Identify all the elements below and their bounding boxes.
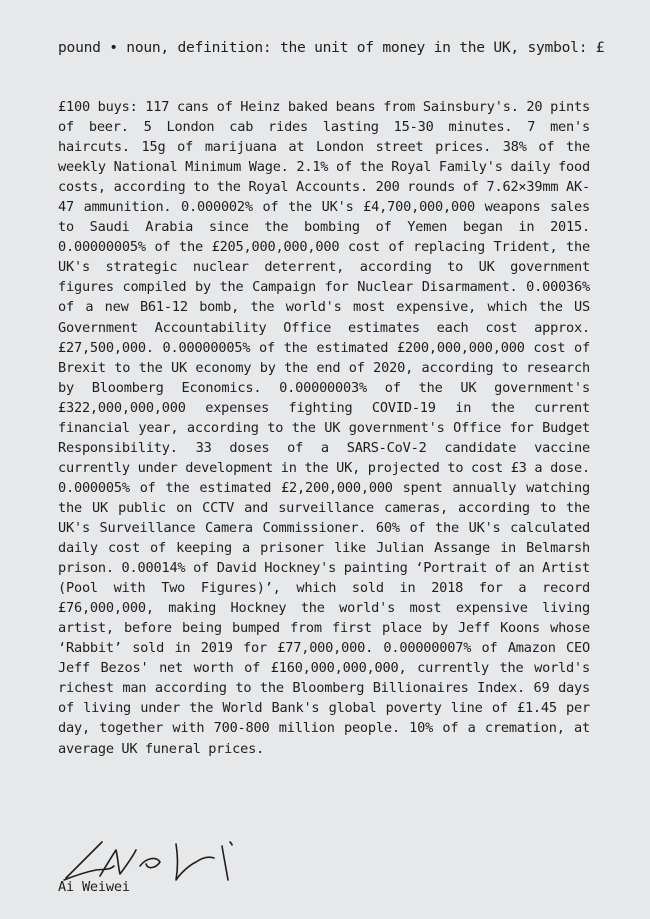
signature-name: Ai Weiwei	[58, 879, 130, 895]
body-paragraph: £100 buys: 117 cans of Heinz baked beans from Sainsbury's. 20 pints of beer. 5 London cab rides lasting 15-30 minutes. 7 men's haircuts. 15g of marijuana at London street prices. 38% of the weekly National Minimum Wage. 2.1% of the Royal Family's daily food costs, according to the Royal Accounts. 200 rounds of 7.62×39mm AK-47 ammunition. 0.000002% of the UK's £4,700,000,000 weapons sales to Saudi Arabia since the bombing of Yemen began in 2015. 0.00000005% of the £205,000,000,000 cost of replacing Trident, the UK's strategic nuclear deterrent, according to UK government figures compiled by the Campaign for Nuclear Disarmament. 0.00036% of a new B61-12 bomb, the world's most expensive, which the US Government Accountability Office estimates each cost approx. £27,500,000. 0.00000005% of the estimated £200,000,000,000 cost of Brexit to the UK economy by the end of 2020, according to research by Bloomberg Economics. 0.00000003% of the UK government's £322,000,000,000 expenses fighting COVID-19 in the current financial year, according to the UK government's Office for Budget Responsibility. 33 doses of a SARS-CoV-2 candidate vaccine currently under development in the UK, projected to cost £3 a dose. 0.000005% of the estimated £2,200,000,000 spent annually watching the UK public on CCTV and surveillance cameras, according to the UK's Surveillance Camera Commissioner. 60% of the UK's calculated daily cost of keeping a prisoner like Julian Assange in Belmarsh prison. 0.00014% of David Hockney's painting ‘Portrait of an Artist (Pool with Two Figures)’, which sold in 2018 for a record £76,000,000, making Hockney the world's most expensive living artist, before being bumped from first place by Jeff Koons whose ‘Rabbit’ sold in 2019 for £77,000,000. 0.00000007% of Amazon CEO Jeff Bezos' net worth of £160,000,000,000, currently the world's richest man according to the Bloomberg Billionaires Index. 69 days of living under the World Bank's global poverty line of £1.45 per day, together with 700-800 million people. 10% of a cremation, at average UK funeral prices.	[58, 99, 590, 757]
definition-heading: pound • noun, definition: the unit of money in the UK, symbol: £	[58, 39, 605, 56]
